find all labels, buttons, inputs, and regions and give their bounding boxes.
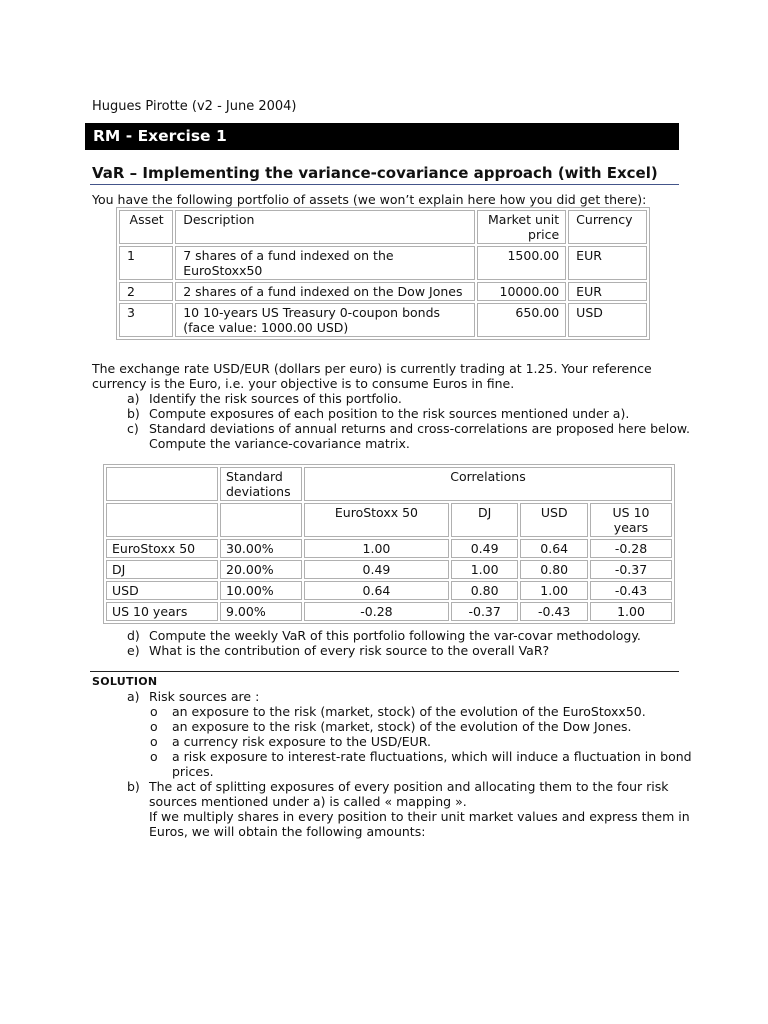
table-row (106, 560, 672, 579)
table-row (106, 581, 672, 600)
std-dev-value: 20.00% (220, 560, 302, 579)
asset-description: 10 10-years US Treasury 0-coupon bonds (face value: 1000.00 USD) (175, 303, 475, 337)
row-header: USD (106, 581, 218, 600)
header-currency: Currency (568, 210, 647, 244)
bullet-marker: o (150, 734, 158, 749)
correlation-table (103, 464, 675, 624)
list-marker: c) (127, 421, 139, 436)
list-item (92, 643, 692, 658)
risk-source-text: an exposure to the risk (market, stock) of the evolution of the EuroStoxx50. (172, 704, 646, 719)
asset-currency: EUR (568, 282, 647, 301)
asset-id: 1 (119, 246, 173, 280)
correlation-value: 0.64 (520, 539, 588, 558)
asset-description: 2 shares of a fund indexed on the Dow Jones (175, 282, 475, 301)
empty-cell (106, 467, 218, 501)
header-correlations: Correlations (304, 467, 672, 501)
list-marker: d) (127, 628, 140, 643)
std-dev-value: 10.00% (220, 581, 302, 600)
solution-heading: SOLUTION (92, 675, 158, 688)
bullet-item (92, 704, 692, 719)
row-header: EuroStoxx 50 (106, 539, 218, 558)
correlation-value: 0.64 (304, 581, 449, 600)
question-text: Standard deviations of annual returns and cross-correlations are proposed here below. Compute the variance-covariance matrix. (149, 421, 690, 451)
table-row (106, 602, 672, 621)
list-item (92, 628, 692, 643)
header-std-dev: Standard deviations (220, 467, 302, 501)
row-header: DJ (106, 560, 218, 579)
empty-cell (106, 503, 218, 537)
asset-currency: USD (568, 303, 647, 337)
list-item (92, 391, 692, 406)
solution-divider (90, 671, 679, 672)
exchange-rate-paragraph: The exchange rate USD/EUR (dollars per euro) is currently trading at 1.25. Your reference currency is the Euro, i.e. your objective is to consume Euros in fine. (92, 361, 652, 391)
header-description: Description (175, 210, 475, 244)
correlation-value: -0.43 (520, 602, 588, 621)
correlation-value: -0.43 (590, 581, 672, 600)
exercise-banner (85, 123, 679, 150)
exercise-body (92, 361, 692, 451)
table-row (119, 282, 647, 301)
title-underline (90, 184, 679, 185)
risk-source-text: a risk exposure to interest-rate fluctuations, which will induce a fluctuation in bond prices. (172, 749, 692, 779)
correlation-value: 1.00 (590, 602, 672, 621)
correlation-value: -0.37 (590, 560, 672, 579)
risk-source-text: an exposure to the risk (market, stock) of the evolution of the Dow Jones. (172, 719, 632, 734)
column-header: EuroStoxx 50 (304, 503, 449, 537)
asset-id: 2 (119, 282, 173, 301)
row-header: US 10 years (106, 602, 218, 621)
list-marker: a) (127, 391, 140, 406)
bullet-item (92, 734, 692, 749)
list-item (92, 421, 692, 451)
bullet-item (92, 749, 692, 779)
list-marker: b) (127, 406, 140, 421)
correlation-value: 0.80 (451, 581, 519, 600)
asset-price: 650.00 (477, 303, 566, 337)
banner-title: RM - Exercise 1 (93, 127, 227, 145)
column-header: US 10 years (590, 503, 672, 537)
asset-price: 10000.00 (477, 282, 566, 301)
risk-source-text: a currency risk exposure to the USD/EUR. (172, 734, 432, 749)
question-text: What is the contribution of every risk source to the overall VaR? (149, 643, 550, 658)
list-marker: e) (127, 643, 140, 658)
correlation-value: 0.80 (520, 560, 588, 579)
bullet-item (92, 719, 692, 734)
table-row (119, 303, 647, 337)
asset-id: 3 (119, 303, 173, 337)
table-header-row (106, 503, 672, 537)
correlation-value: 1.00 (520, 581, 588, 600)
column-header: DJ (451, 503, 519, 537)
list-marker: a) (127, 689, 140, 704)
assets-table (116, 207, 650, 340)
empty-cell (220, 503, 302, 537)
table-row (106, 539, 672, 558)
solution-b-text: The act of splitting exposures of every position and allocating them to the four risk sources mentioned under a) is called « mapping ». (149, 779, 669, 809)
list-item (92, 689, 692, 704)
author-line: Hugues Pirotte (v2 - June 2004) (92, 99, 297, 114)
question-list-abc (92, 391, 692, 451)
std-dev-value: 9.00% (220, 602, 302, 621)
list-marker: b) (127, 779, 140, 794)
std-dev-value: 30.00% (220, 539, 302, 558)
question-text: Compute exposures of each position to the risk sources mentioned under a). (149, 406, 630, 421)
list-item (92, 779, 692, 809)
header-price: Market unit price (477, 210, 566, 244)
correlation-value: 0.49 (451, 539, 519, 558)
table-header-row (119, 210, 647, 244)
correlation-value: -0.37 (451, 602, 519, 621)
header-asset: Asset (119, 210, 173, 244)
correlation-value: -0.28 (590, 539, 672, 558)
table-header-row (106, 467, 672, 501)
bullet-marker: o (150, 719, 158, 734)
question-text: Compute the weekly VaR of this portfolio following the var-covar methodology. (149, 628, 641, 643)
correlation-value: 1.00 (304, 539, 449, 558)
asset-price: 1500.00 (477, 246, 566, 280)
asset-description: 7 shares of a fund indexed on the EuroStoxx50 (175, 246, 475, 280)
solution-a-intro: Risk sources are : (149, 689, 260, 704)
question-list-de (92, 628, 692, 658)
correlation-value: 0.49 (304, 560, 449, 579)
section-title: VaR – Implementing the variance-covariance approach (with Excel) (92, 164, 658, 182)
question-text: Identify the risk sources of this portfolio. (149, 391, 402, 406)
bullet-marker: o (150, 749, 158, 764)
table-row (119, 246, 647, 280)
correlation-value: -0.28 (304, 602, 449, 621)
asset-currency: EUR (568, 246, 647, 280)
bullet-marker: o (150, 704, 158, 719)
correlation-value: 1.00 (451, 560, 519, 579)
solution-b-continuation: If we multiply shares in every position to their unit market values and express them in Euros, we will obtain the following amounts: (149, 809, 690, 839)
list-item (92, 406, 692, 421)
solution-body (92, 689, 692, 839)
column-header: USD (520, 503, 588, 537)
intro-text: You have the following portfolio of assets (we won’t explain here how you did get there): (92, 192, 647, 207)
